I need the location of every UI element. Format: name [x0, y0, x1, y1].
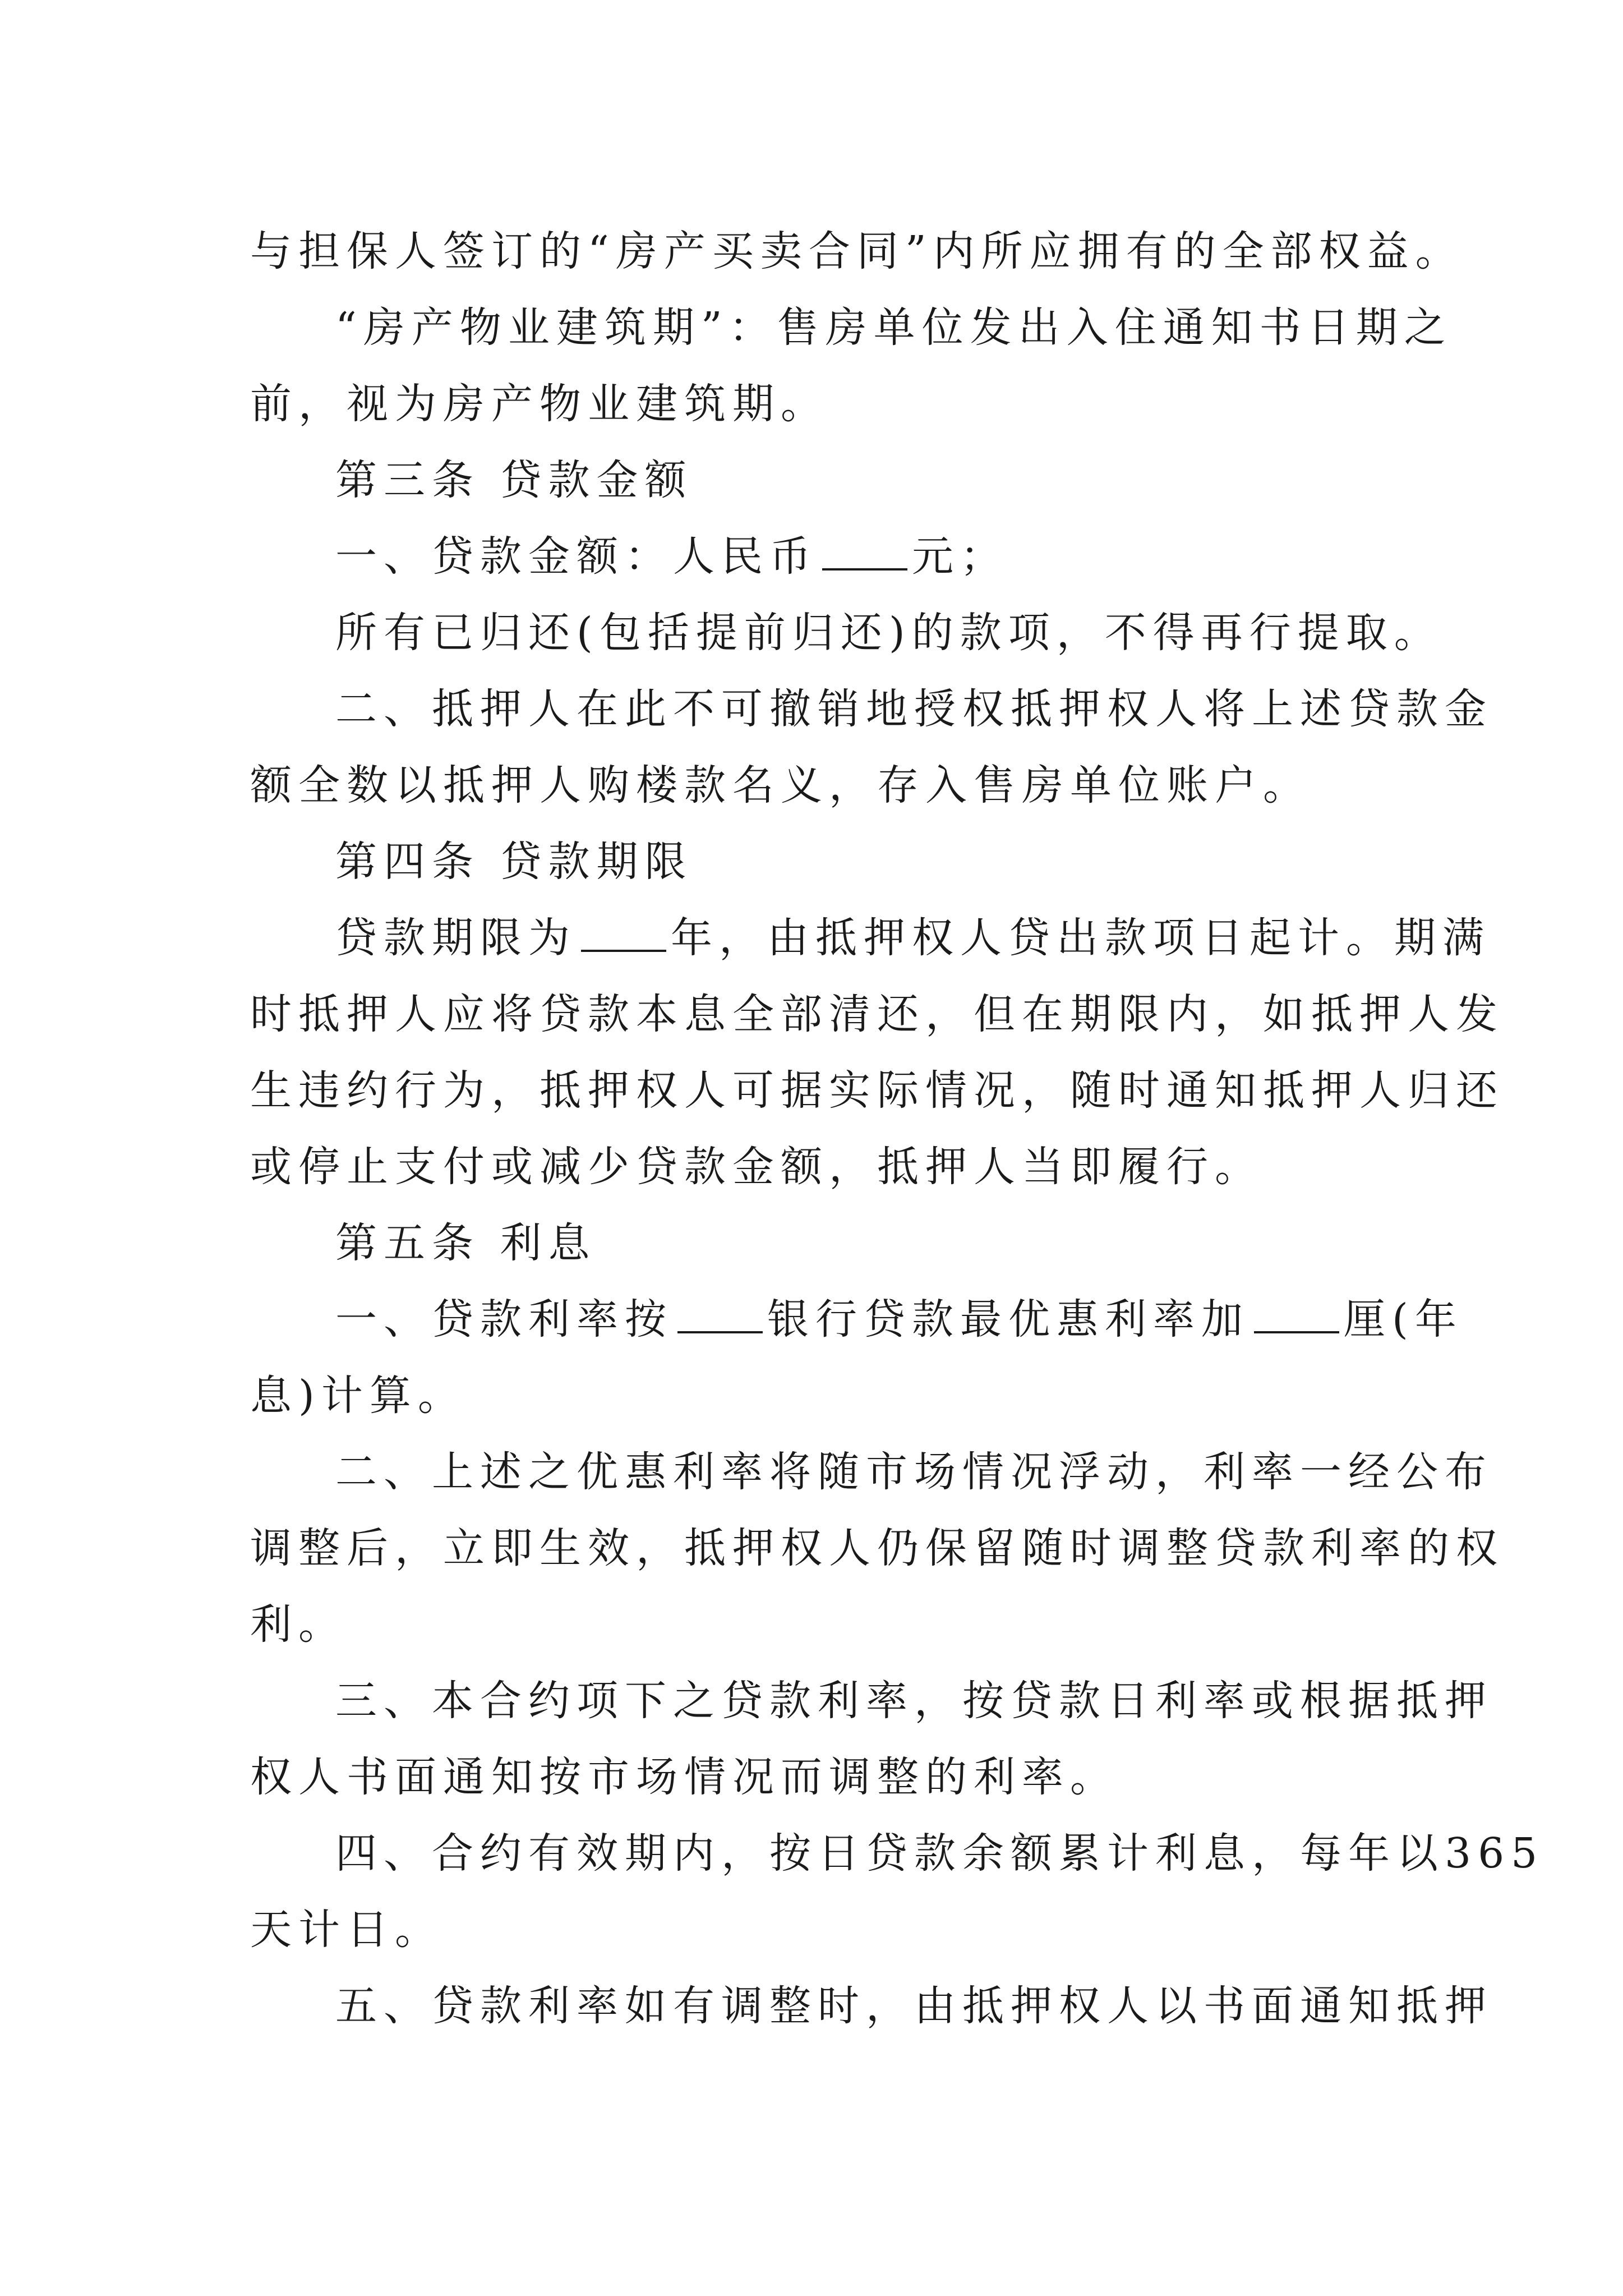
text-line	[250, 518, 1394, 595]
heading-text: 第五条 利息	[335, 1219, 597, 1267]
text-line	[250, 213, 1464, 289]
line-text: 元；	[912, 532, 1008, 581]
line-text: 天计日。	[250, 1906, 443, 1954]
line-text: 时抵押人应将贷款本息全部清还，但在期限内，如抵押人发	[250, 990, 1504, 1038]
line-text: 权人书面通知按市场情况而调整的利率。	[250, 1753, 1118, 1801]
line-text: 额全数以抵押人购楼款名义，存入售房单位账户。	[250, 761, 1311, 809]
section-heading	[250, 823, 1394, 900]
fill-in-blank	[677, 1297, 763, 1333]
text-line	[250, 1510, 1504, 1586]
text-line	[250, 366, 1394, 442]
section-heading	[250, 1205, 1394, 1281]
text-line	[250, 1358, 1394, 1434]
fill-in-blank	[822, 535, 907, 570]
text-line	[250, 900, 1491, 976]
line-text: 一、贷款金额：人民币	[335, 532, 818, 581]
line-text: 银行贷款最优惠利率加	[767, 1295, 1249, 1343]
heading-text: 第三条 贷款金额	[335, 456, 693, 504]
text-line	[250, 595, 1442, 671]
line-text: 前，视为房产物业建筑期。	[250, 380, 829, 428]
line-text: 一、贷款利率按	[335, 1295, 673, 1343]
line-text: 二、抵押人在此不可撤销地授权抵押权人将上述贷款金	[335, 685, 1493, 733]
fill-in-blank	[581, 916, 666, 952]
text-line	[250, 289, 1453, 366]
text-line	[250, 1434, 1493, 1510]
text-line	[250, 1052, 1504, 1129]
line-text: 所有已归还(包括提前归还)的款项，不得再行提取。	[335, 609, 1442, 657]
text-line	[250, 1129, 1394, 1205]
line-text: 厘(年	[1344, 1295, 1463, 1343]
line-text: 或停止支付或减少贷款金额，抵押人当即履行。	[250, 1143, 1263, 1191]
line-text: 二、上述之优惠利率将随市场情况浮动，利率一经公布	[335, 1448, 1493, 1496]
text-line	[250, 1892, 1394, 1968]
text-line	[250, 1586, 1394, 1663]
text-line	[250, 1281, 1463, 1358]
line-text: 贷款期限为	[335, 914, 577, 962]
line-text: 年，由抵押权人贷出款项日起计。期满	[671, 914, 1491, 962]
line-text: 与担保人签订的“房产买卖合同”内所应拥有的全部权益。	[250, 227, 1464, 275]
text-line	[250, 1663, 1493, 1739]
text-line	[250, 976, 1504, 1052]
line-text: “房产物业建筑期”：售房单位发出入住通知书日期之	[335, 303, 1453, 352]
line-text: 生违约行为，抵押权人可据实际情况，随时通知抵押人归还	[250, 1066, 1504, 1115]
text-line	[250, 1968, 1493, 2044]
document-body	[250, 213, 1544, 2044]
line-text: 调整后，立即生效，抵押权人仍保留随时调整贷款利率的权	[250, 1524, 1504, 1572]
fill-in-blank	[1254, 1297, 1339, 1333]
line-text: 三、本合约项下之贷款利率，按贷款日利率或根据抵押	[335, 1677, 1493, 1725]
section-heading	[250, 442, 1394, 518]
line-text: 息)计算。	[250, 1372, 466, 1420]
text-line	[250, 671, 1493, 747]
text-line	[250, 1815, 1544, 1892]
line-text: 四、合约有效期内，按日贷款余额累计利息，每年以365	[335, 1829, 1544, 1878]
line-text: 利。	[250, 1600, 347, 1649]
line-text: 五、贷款利率如有调整时，由抵押权人以书面通知抵押	[335, 1982, 1493, 2030]
text-line	[250, 747, 1394, 823]
heading-text: 第四条 贷款期限	[335, 838, 693, 886]
text-line	[250, 1739, 1394, 1815]
